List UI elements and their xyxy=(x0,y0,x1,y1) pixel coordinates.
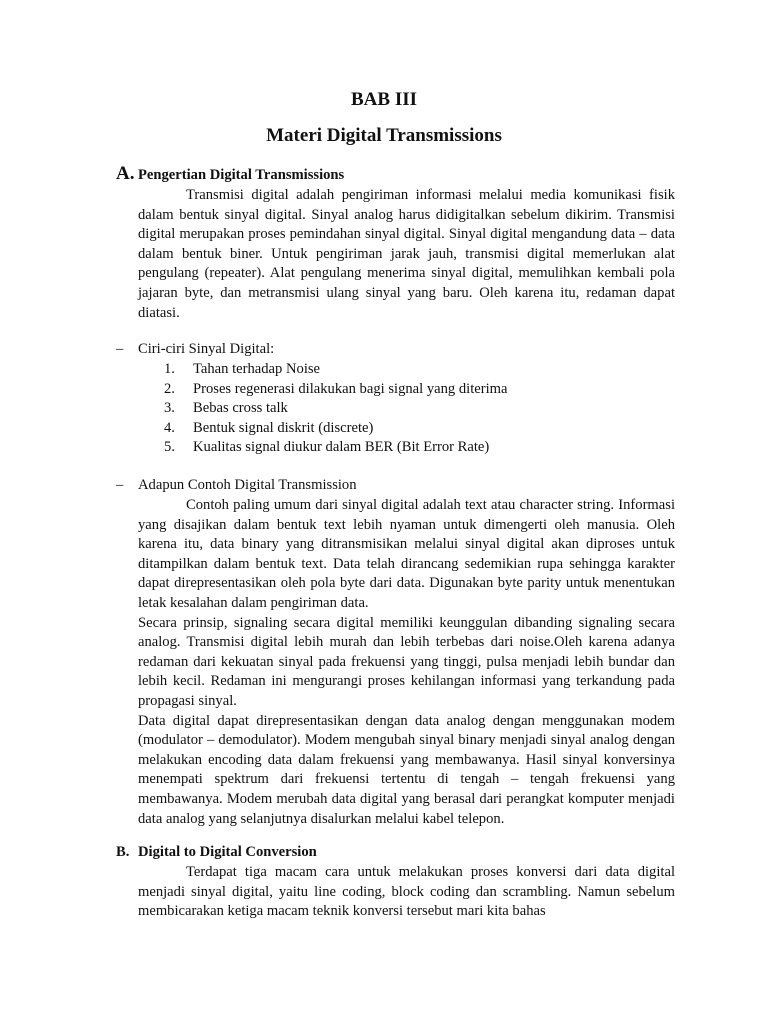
contoh-heading xyxy=(116,476,676,496)
list-item-text: Bentuk signal diskrit (discrete) xyxy=(193,419,374,436)
section-b xyxy=(116,843,676,922)
section-a-heading xyxy=(116,163,676,186)
list-item-text: Bebas cross talk xyxy=(193,400,288,417)
ciri-list xyxy=(164,360,676,458)
document-title: Materi Digital Transmissions xyxy=(266,125,502,146)
section-b-body xyxy=(138,863,675,922)
list-item xyxy=(164,419,676,439)
contoh-dash: – xyxy=(116,477,124,493)
list-item xyxy=(164,380,676,400)
contoh-heading-text: Adapun Contoh Digital Transmission xyxy=(138,477,357,493)
list-item xyxy=(164,360,676,380)
list-item-number: 2. xyxy=(164,380,175,397)
contoh-body xyxy=(138,496,675,829)
section-b-heading-text: Digital to Digital Conversion xyxy=(138,844,317,860)
contoh-paragraph-2: Secara prinsip, signaling secara digital memiliki keunggulan dibanding signaling secara analog. Transmisi digital lebih murah dan lebih terbebas dari noise.Oleh karena adanya redaman dari kekuatan sinyal pada frekuensi yang tinggi, pulsa menjadi lebih bundar dan lebih kecil. Redaman ini mengurangi proses kehilangan informasi yang terkandung pada propagasi sinyal. xyxy=(138,614,675,709)
chapter-title: BAB III xyxy=(351,89,417,110)
list-item-text: Proses regenerasi dilakukan bagi signal yang diterima xyxy=(193,380,508,397)
list-item xyxy=(164,399,676,419)
section-b-paragraph: Terdapat tiga macam cara untuk melakukan proses konversi dari data digital menjadi sinyal digital, yaitu line coding, block coding dan scrambling. Namun sebelum membicarakan ketiga macam teknik konversi tersebut mari kita bahas xyxy=(138,864,675,920)
list-item-text: Kualitas signal diukur dalam BER (Bit Error Rate) xyxy=(193,439,490,456)
section-b-marker: B. xyxy=(116,844,130,860)
section-a-body xyxy=(138,186,675,323)
list-item xyxy=(164,438,676,458)
section-a xyxy=(116,163,676,323)
section-b-heading xyxy=(116,843,676,863)
contoh-paragraph-1: Contoh paling umum dari sinyal digital adalah text atau character string. Informasi yang disajikan dalam bentuk text lebih nyaman untuk dimengerti oleh manusia. Oleh karena itu, data binary yang ditransmisikan melalui sinyal digital akan diproses untuk ditampilkan dalam bentuk text. Data telah dirancang sedemikian rupa sehingga karakter dapat direpresentasikan oleh pola byte dari data. Digunakan byte parity untuk menentukan letak kesalahan dalam pengiriman data. xyxy=(138,497,675,611)
section-a-heading-text: Pengertian Digital Transmissions xyxy=(138,167,345,183)
section-a-marker: A. xyxy=(116,163,135,184)
list-item-number: 3. xyxy=(164,400,175,417)
list-item-number: 1. xyxy=(164,361,175,377)
list-item-number: 5. xyxy=(164,439,175,456)
list-item-text: Tahan terhadap Noise xyxy=(193,361,321,377)
contoh-paragraph-3: Data digital dapat direpresentasikan dengan data analog dengan menggunakan modem (modulator – demodulator). Modem mengubah sinyal binary menjadi sinyal analog dengan melakukan encoding data dalam frekuensi yang membawanya. Hasil sinyal konversinya menempati spektrum dari frekuensi tertentu di tengah – tengah frekuensi yang membawanya. Modem merubah data digital yang berasal dari perangkat komputer menjadi data analog yang selanjutnya disalurkan melalui kabel telepon. xyxy=(138,712,675,827)
list-item-number: 4. xyxy=(164,419,175,436)
ciri-dash: – xyxy=(116,341,124,357)
section-a-paragraph: Transmisi digital adalah pengiriman informasi melalui media komunikasi fisik dalam bentuk sinyal digital. Sinyal analog harus didigitalkan sebelum dikirim. Transmisi digital merupakan proses pemindahan sinyal digital. Sinyal digital mengandung data – data dalam bentuk biner. Untuk pengiriman jarak jauh, transmisi digital memerlukan alat pengulang (repeater). Alat pengulang menerima sinyal digital, memulihkan kembali pola jajaran byte, dan metransmisi ulang sinyal yang baru. Oleh karena itu, redaman dapat diatasi. xyxy=(138,187,675,321)
ciri-heading xyxy=(116,340,676,360)
ciri-heading-text: Ciri-ciri Sinyal Digital: xyxy=(138,341,275,357)
ciri-section xyxy=(116,340,676,458)
contoh-section xyxy=(116,476,676,829)
